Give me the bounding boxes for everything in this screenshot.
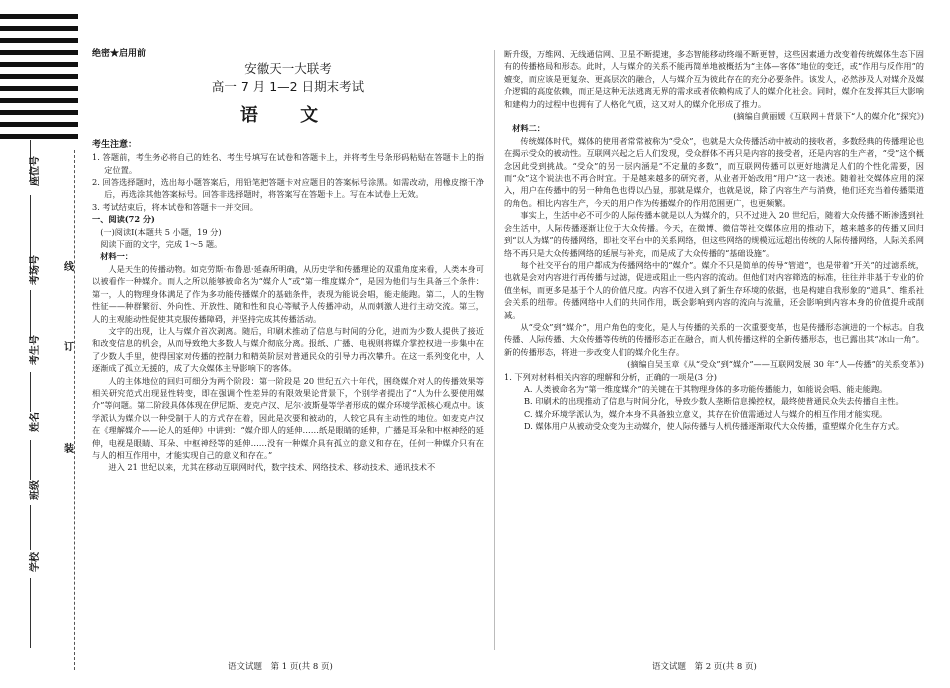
page-footer: 语文试题 第 2 页(共 8 页): [652, 662, 757, 672]
bind-mark: 订: [64, 342, 74, 353]
field-line: [30, 578, 31, 648]
paragraph: 进入 21 世纪以来，尤其在移动互联网时代，数字技术、网络技术、移动技术、通讯技术不: [108, 462, 436, 473]
cut-line: [74, 150, 75, 670]
paragraph: 传统媒体时代，媒体的使用者常常被称为“受众”，也就是大众传播活动中被动的接收者，多数经典的传播理论也在揭示受众的被动性。互联网兴起之后人们发现，受众群体不再只是内容的接受者，还是内容的生产者，“受”这个概念因此受到挑战。“受众”的另一层内涵是“不定量的多数”，而互联网传播可以更好地满足人们的个性化需要，因而“众”这个说法也不再合时宜。于是越来越多的研究者，从业者开始改用“用户”这一表述。随着社交媒体应用的深入，用户在传播中的另一种角色也得以凸显，那就是媒介，也就是说，除了内容生产与消费，他们还充当着传播渠道的角色。相比内容生产，今天的用户作为传播媒介的作用范围更广，也更频繁。: [504, 135, 924, 208]
material-heading: 材料二：: [512, 123, 545, 134]
line-mark: 线: [64, 262, 74, 273]
name-label: 姓名: [30, 412, 41, 432]
citation: (摘编自吴玉章《从“受众”到“媒介”——互联网发展 30 年“人—传播”的关系变革》): [627, 359, 924, 370]
field-line: [30, 440, 31, 480]
question-option: D. 媒体用户从被动受众变为主动媒介，使人际传播与人机传播逐渐取代大众传播，重塑媒介化生存方式。: [524, 421, 904, 432]
question-option: A. 人类被命名为“第一维度媒介”的关键在于其物理身体的多功能传播能力，如能说会唱、能走能跑。: [524, 383, 888, 394]
question-option: C. 媒介环境学派认为，媒介本身不具备独立意义，其存在价值需通过人与媒介的相互作用才能实现。: [524, 408, 888, 419]
paragraph: 人的主体地位的回归可细分为两个阶段：第一阶段是 20 世纪五六十年代，围绕媒介对人的传播效果等相关研究范式出现显性转变，即在强调个性差异的有限效果论背景下，个别学者提出了“人为什么要使用媒介”等问题。第二阶段具体体现在伊尼斯、麦克卢汉、尼尔·波斯曼等学者形成的媒介环境学派核心观点中。该学派认为媒介以一种受制于人的方式存在着，因此是次要和被动的，人较它具有主动性的地位。如麦克卢汉在《理解媒介——论人的延伸》中讲到：“媒介即人的延伸……纸是眼睛的延伸，广播是耳朵和中枢神经的延伸，电视是眼睛、耳朵、中枢神经等的延伸……没有一种媒介具有孤立的意义和存在，任何一种媒介只有在与人的相互作用中，才能实现自己的意义和存在。”: [92, 375, 484, 460]
notice-heading: 考生注意：: [92, 139, 138, 150]
seal-mark: 装: [64, 444, 74, 455]
page-2: [504, 48, 924, 433]
exam-title: 高一 7 月 1—2 日期末考试: [211, 79, 365, 95]
class-label: 班级: [30, 480, 41, 500]
instruction: 阅读下面的文字，完成 1～5 题。: [100, 239, 223, 250]
field-line: [30, 505, 31, 550]
paragraph: 每个社交平台的用户都成为传播网络中的“媒介”。媒介不只是简单的传导“管道”，也是带着“开关”的过滤系统，也就是会对内容进行再传播与过滤，促进或阻止一些内容的流动。但他们对内容筛选的标准，往往并非基于专业的价值坐标，而更多是基于个人的价值尺度。内容不仅进入到了新生存环境的依据，也是构建自我形象的“道具”、维系社会关系的纽带。传播网络中人们的共同作用，既会影响到内容的流向与流量，还会影响到内容本身的价值提升或削减。: [504, 259, 924, 320]
paragraph: 从“受众”到“媒介”，用户角色的变化，是人与传播的关系的一次重要变革，也是传播形态演进的一个标志。自我传播、人际传播、大众传播等传统的传播形态正在融合，而人机传播这样的全新传播形态，也已露出其“冰山一角”。新的传播形态，将进一步改变人们的媒介化生存。: [504, 321, 924, 357]
exam-room-label: 考场号: [30, 255, 41, 285]
paragraph: 文字的出现，让人与媒介首次剥离。随后，印刷术推动了信息与时间的分化，进而为少数人提供了接近和改变信息的机会，从而导致绝大多数人与媒介彻底分离。报纸、广播、电视则将媒介掌控权进一步集中在了少数人手里，使得国家对传播的控制力和精英阶层对普通民众的引导力再次攀升。在这一系列变化中，人逐渐成了孤立无援的，成了大众媒体主导影响下的客体。: [92, 325, 484, 374]
page-footer: 语文试题 第 1 页(共 8 页): [228, 662, 333, 672]
page-1: [92, 48, 484, 474]
exam-org: 安徽天一大联考: [244, 61, 332, 77]
notice-item: 2. 回答选择题时，选出每小题答案后，用铅笔把答题卡对应题目的答案标号涂黑。如需改动，用橡皮擦干净后，再选涂其他答案标号。回答非选择题时，将答案写在答题卡上。写在本试卷上无效。: [92, 177, 484, 200]
subject-title: 语 文: [239, 105, 337, 127]
question-option: B. 印刷术的出现推动了信息与时间分化，导致少数人垄断信息操控权，最终使普通民众失去传播自主性。: [524, 396, 904, 407]
paragraph: 事实上，生活中必不可少的人际传播本就是以人为媒介的，只不过进入 20 世纪后，随着大众传播不断渗透到社会生活中，人际传播逐渐让位于大众传播。今天，在微博、微信等社交媒体应用的推动下，越来越多的传播又回归到“以人为媒”的传播网络，即社交平台中的关系网络，但这些网络的规模远远超出传统的人际传播网络，人际关系网络不再只是大众传播网络的延展与补充，而是成了大众传播的“基础设施”。: [504, 210, 924, 258]
exam-no-label: 考生号: [30, 335, 41, 365]
secret-mark: 绝密★启用前: [92, 49, 147, 59]
seat-label: 座位号: [30, 156, 41, 186]
candidate-info-sidebar: [0, 0, 90, 688]
notice-item: 1. 答题前，考生务必将自己的姓名、考生号填写在试卷和答题卡上，并将考生号条形码粘贴在答题卡上的指定位置。: [92, 152, 484, 175]
notice-item: 3. 考试结束后，将本试卷和答题卡一并交回。: [92, 201, 258, 212]
material-heading: 材料一：: [100, 251, 133, 262]
subsection-heading: (一)阅读Ⅰ(本题共 5 小题，19 分): [100, 226, 222, 237]
question-stem: 1. 下列对材料相关内容的理解和分析，正确的一项是(3 分): [504, 371, 717, 382]
school-label: 学校: [30, 552, 41, 572]
paragraph: 断升级，万维网、无线通信网、卫星不断提速，多态智能移动终端不断更替，这些因素通力改变着传统媒体生态下固有的传播格局和形态。此时，人与媒介的关系不能再简单地被概括为“主体—客体”地位的变迁，或“作用与反作用”的嬗变，而应该是更复杂、更高层次的融合，人与媒介互为彼此存在的充分必要条件。该发人，必然涉及人对媒介及媒介逻辑的高度依赖，而正是这种无法逃离无界的需求或者依赖构成了人的媒介化社会。同时，媒介在发挥其巨大影响和建构力的过程中也拥有了人格化气质，这又对人的媒介化形成了推力。: [504, 49, 924, 109]
field-line: [30, 372, 31, 412]
section-heading: 一、阅读(72 分): [92, 214, 155, 225]
citation: (摘编自黄丽媛《互联网＋背景下“人的媒介化”探究》): [733, 111, 924, 122]
paragraph: 人是天生的传播动物。如克劳斯·布鲁恩·延森所明确，从历史学和传播理论的双重角度来看，人类本身可以被看作一种媒介。而人之所以能够被命名为“媒介人”或“第一维度媒介”，是因为他们与生具备三个条件：第一，人的物理身体满足了作为多功能传播媒介的基础条件，表现为能说会唱，能走能跑。第二，人的生物性征——种群繁衍、外向性、开放性、随和性和良心等赋予人传播冲动，从而刺激人进行主动交流。第三，人的主观能动性促使其克服传播障碍，并坚持完成其传播活动。: [92, 263, 484, 324]
field-line: [30, 290, 31, 340]
page-divider: [494, 50, 495, 650]
